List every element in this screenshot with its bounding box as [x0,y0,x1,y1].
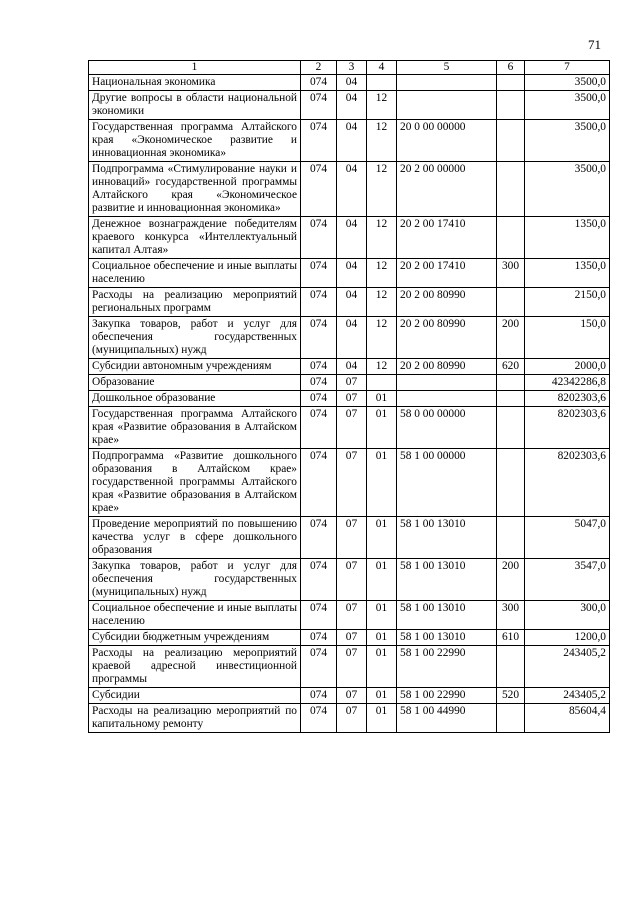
target-article-cell: 58 1 00 13010 [397,630,497,646]
section-code-cell: 07 [337,517,367,559]
item-name-cell: Подпрограмма «Стимулирование науки и инноваций» государственной программы Алтайского края «Экономическое развитие и инновационная экономика» [89,162,301,217]
item-name-cell: Другие вопросы в области национальной экономики [89,91,301,120]
table-row [89,688,610,704]
amount-cell: 243405,2 [525,688,610,704]
department-code-cell: 074 [301,91,337,120]
column-header: 2 [301,61,337,75]
subsection-code-cell: 12 [367,359,397,375]
department-code-cell: 074 [301,704,337,733]
column-header: 6 [497,61,525,75]
amount-cell: 3500,0 [525,91,610,120]
amount-cell: 243405,2 [525,646,610,688]
amount-cell: 300,0 [525,601,610,630]
expense-type-cell: 610 [497,630,525,646]
amount-cell: 1350,0 [525,259,610,288]
subsection-code-cell [367,375,397,391]
expense-type-cell [497,217,525,259]
target-article-cell: 58 1 00 13010 [397,601,497,630]
column-header: 5 [397,61,497,75]
amount-cell: 3500,0 [525,75,610,91]
expense-type-cell [497,75,525,91]
department-code-cell: 074 [301,259,337,288]
item-name-cell: Закупка товаров, работ и услуг для обеспечения государственных (муниципальных) нужд [89,317,301,359]
table-row [89,259,610,288]
expense-type-cell [497,120,525,162]
subsection-code-cell: 01 [367,630,397,646]
section-code-cell: 07 [337,391,367,407]
section-code-cell: 04 [337,359,367,375]
subsection-code-cell: 12 [367,259,397,288]
target-article-cell: 58 1 00 22990 [397,646,497,688]
item-name-cell: Государственная программа Алтайского края «Развитие образования в Алтайском крае» [89,407,301,449]
amount-cell: 85604,4 [525,704,610,733]
department-code-cell: 074 [301,601,337,630]
target-article-cell [397,75,497,91]
item-name-cell: Расходы на реализацию мероприятий краевой адресной инвестиционной программы [89,646,301,688]
target-article-cell: 20 0 00 00000 [397,120,497,162]
column-header: 7 [525,61,610,75]
amount-cell: 3547,0 [525,559,610,601]
section-code-cell: 04 [337,120,367,162]
department-code-cell: 074 [301,359,337,375]
department-code-cell: 074 [301,449,337,517]
item-name-cell: Подпрограмма «Развитие дошкольного образования в Алтайском крае» государственной программы Алтайского края «Развитие образования в Алтайском крае» [89,449,301,517]
amount-cell: 3500,0 [525,120,610,162]
expense-type-cell [497,449,525,517]
department-code-cell: 074 [301,317,337,359]
expense-type-cell [497,375,525,391]
subsection-code-cell: 01 [367,517,397,559]
subsection-code-cell: 12 [367,217,397,259]
department-code-cell: 074 [301,559,337,601]
subsection-code-cell: 01 [367,646,397,688]
section-code-cell: 07 [337,630,367,646]
subsection-code-cell: 12 [367,288,397,317]
subsection-code-cell: 12 [367,120,397,162]
target-article-cell: 20 2 00 00000 [397,162,497,217]
section-code-cell: 07 [337,688,367,704]
subsection-code-cell: 12 [367,91,397,120]
subsection-code-cell: 01 [367,601,397,630]
department-code-cell: 074 [301,407,337,449]
expense-type-cell [497,407,525,449]
item-name-cell: Государственная программа Алтайского края «Экономическое развитие и инновационная экономика» [89,120,301,162]
target-article-cell: 58 0 00 00000 [397,407,497,449]
target-article-cell: 58 1 00 44990 [397,704,497,733]
expense-type-cell [497,288,525,317]
expense-type-cell: 200 [497,559,525,601]
column-header: 4 [367,61,397,75]
department-code-cell: 074 [301,288,337,317]
amount-cell: 42342286,8 [525,375,610,391]
amount-cell: 8202303,6 [525,407,610,449]
table-row [89,704,610,733]
subsection-code-cell: 01 [367,704,397,733]
subsection-code-cell [367,75,397,91]
section-code-cell: 04 [337,317,367,359]
expense-type-cell: 520 [497,688,525,704]
expense-type-cell [497,704,525,733]
subsection-code-cell: 01 [367,559,397,601]
table-row [89,288,610,317]
table-header-row [89,61,610,75]
table-row [89,375,610,391]
section-code-cell: 07 [337,559,367,601]
expense-type-cell: 200 [497,317,525,359]
page-number: 71 [588,37,601,52]
department-code-cell: 074 [301,391,337,407]
target-article-cell [397,91,497,120]
table-row [89,559,610,601]
table-row [89,120,610,162]
amount-cell: 3500,0 [525,162,610,217]
table-row [89,646,610,688]
item-name-cell: Субсидии бюджетным учреждениям [89,630,301,646]
section-code-cell: 04 [337,217,367,259]
column-header: 1 [89,61,301,75]
department-code-cell: 074 [301,162,337,217]
subsection-code-cell: 12 [367,162,397,217]
section-code-cell: 07 [337,646,367,688]
table-row [89,407,610,449]
budget-table [88,60,610,733]
expense-type-cell: 300 [497,601,525,630]
amount-cell: 1200,0 [525,630,610,646]
amount-cell: 2000,0 [525,359,610,375]
department-code-cell: 074 [301,75,337,91]
department-code-cell: 074 [301,517,337,559]
item-name-cell: Закупка товаров, работ и услуг для обеспечения государственных (муниципальных) нужд [89,559,301,601]
target-article-cell: 58 1 00 22990 [397,688,497,704]
section-code-cell: 07 [337,407,367,449]
target-article-cell: 58 1 00 13010 [397,559,497,601]
item-name-cell: Субсидии [89,688,301,704]
amount-cell: 8202303,6 [525,449,610,517]
section-code-cell: 07 [337,601,367,630]
target-article-cell [397,375,497,391]
subsection-code-cell: 01 [367,391,397,407]
table-row [89,75,610,91]
table-row [89,162,610,217]
table-row [89,601,610,630]
subsection-code-cell: 12 [367,317,397,359]
item-name-cell: Проведение мероприятий по повышению качества услуг в сфере дошкольного образования [89,517,301,559]
department-code-cell: 074 [301,630,337,646]
amount-cell: 150,0 [525,317,610,359]
table-body [89,75,610,733]
department-code-cell: 074 [301,688,337,704]
department-code-cell: 074 [301,646,337,688]
section-code-cell: 07 [337,375,367,391]
department-code-cell: 074 [301,217,337,259]
amount-cell: 1350,0 [525,217,610,259]
item-name-cell: Расходы на реализацию мероприятий региональных программ [89,288,301,317]
item-name-cell: Социальное обеспечение и иные выплаты населению [89,259,301,288]
section-code-cell: 07 [337,704,367,733]
section-code-cell: 04 [337,288,367,317]
table-row [89,449,610,517]
department-code-cell: 074 [301,375,337,391]
expense-type-cell [497,517,525,559]
table-row [89,317,610,359]
column-header: 3 [337,61,367,75]
item-name-cell: Социальное обеспечение и иные выплаты населению [89,601,301,630]
amount-cell: 8202303,6 [525,391,610,407]
item-name-cell: Национальная экономика [89,75,301,91]
item-name-cell: Образование [89,375,301,391]
target-article-cell: 20 2 00 80990 [397,359,497,375]
table-row [89,217,610,259]
section-code-cell: 04 [337,91,367,120]
target-article-cell: 20 2 00 17410 [397,259,497,288]
expense-type-cell: 300 [497,259,525,288]
table-row [89,517,610,559]
expense-type-cell [497,91,525,120]
amount-cell: 5047,0 [525,517,610,559]
expense-type-cell [497,646,525,688]
table-row [89,391,610,407]
target-article-cell: 20 2 00 17410 [397,217,497,259]
target-article-cell [397,391,497,407]
expense-type-cell [497,162,525,217]
section-code-cell: 04 [337,75,367,91]
target-article-cell: 58 1 00 00000 [397,449,497,517]
section-code-cell: 04 [337,259,367,288]
department-code-cell: 074 [301,120,337,162]
expense-type-cell: 620 [497,359,525,375]
item-name-cell: Расходы на реализацию мероприятий по капитальному ремонту [89,704,301,733]
item-name-cell: Субсидии автономным учреждениям [89,359,301,375]
item-name-cell: Денежное вознаграждение победителям краевого конкурса «Интеллектуальный капитал Алтая» [89,217,301,259]
target-article-cell: 20 2 00 80990 [397,288,497,317]
target-article-cell: 20 2 00 80990 [397,317,497,359]
subsection-code-cell: 01 [367,688,397,704]
table-row [89,630,610,646]
subsection-code-cell: 01 [367,449,397,517]
section-code-cell: 04 [337,162,367,217]
item-name-cell: Дошкольное образование [89,391,301,407]
expense-type-cell [497,391,525,407]
table-row [89,359,610,375]
table-row [89,91,610,120]
target-article-cell: 58 1 00 13010 [397,517,497,559]
subsection-code-cell: 01 [367,407,397,449]
section-code-cell: 07 [337,449,367,517]
amount-cell: 2150,0 [525,288,610,317]
